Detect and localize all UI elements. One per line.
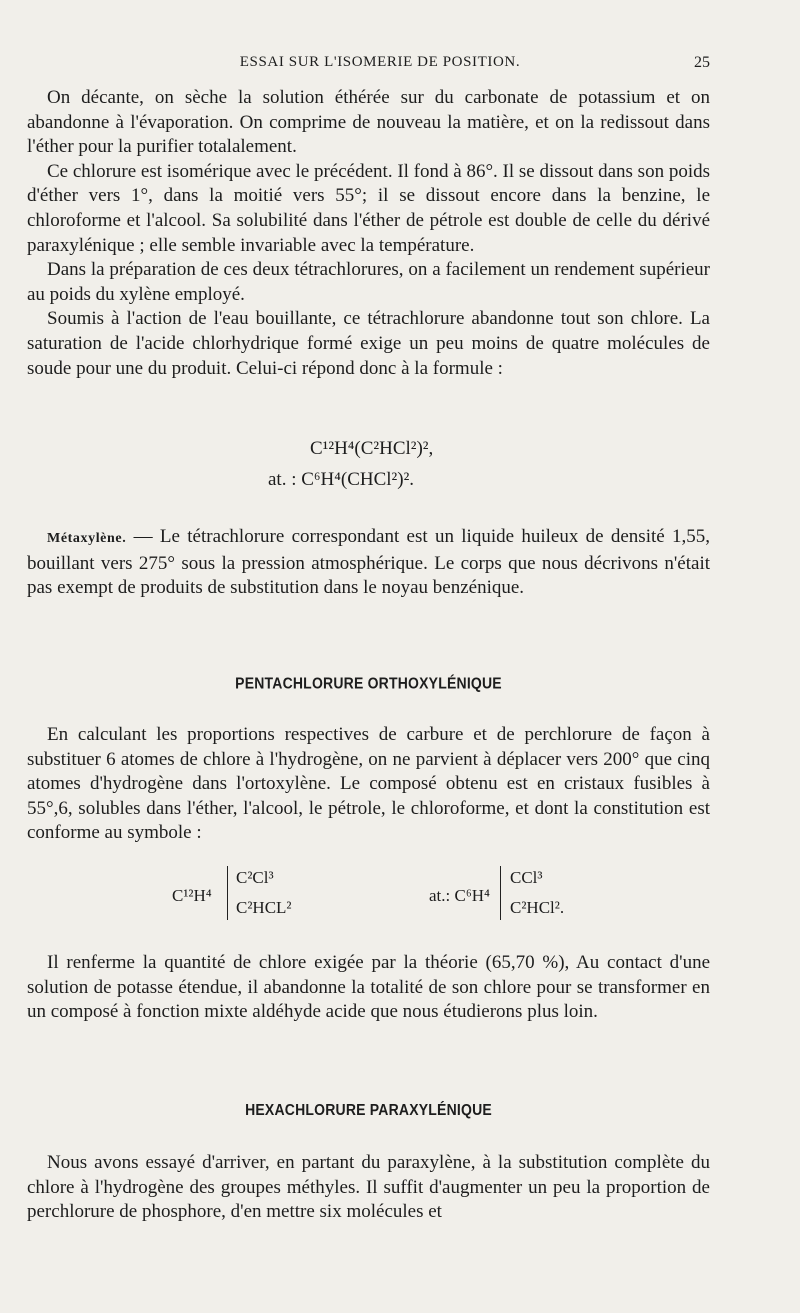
- paragraph-hexachlorure: Nous avons essayé d'arriver, en partant du paraxylène, à la substitution complète du chlore à l'hydrogène des groupes méthyles. Il suffit d'augmenter un peu la proportion de perchlorure de phosphore, d'en mettre six molécules et: [27, 1152, 710, 1223]
- paragraph-pentachlorure: En calculant les proportions respectives de carbure et de perchlorure de façon à substituer 6 atomes de chlore à l'hydrogène, on ne parvient à déplacer vers 200° que cinq atomes d'hydrogène dans l'ortoxylène. Le composé obtenu est en cristaux fusibles à 55°,6, solubles dans l'éther, l'alcool, le pétrole, le chloroforme, et dont la constitution est conforme au symbole :: [27, 724, 710, 844]
- metaxylene-label: Métaxylène.: [47, 531, 127, 546]
- paragraph-metaxylene: [27, 525, 710, 601]
- running-title: ESSAI SUR L'ISOMERIE DE POSITION.: [239, 54, 521, 70]
- paragraph-isomerique: Ce chlorure est isomérique avec le précédent. Il fond à 86°. Il se dissout dans son poids d'éther vers 1°, dans la moitié vers 55°; il se dissout encore dans la benzine, le chloroforme et l'alcool. Sa solubilité dans l'éther de pétrole est double de celle du dérivé paraxylénique ; elle semble invariable avec la température.: [27, 160, 710, 256]
- formula-pentachlorure-right-top: CCl³: [510, 868, 543, 887]
- formula-right-bracket: [500, 866, 501, 920]
- paragraph-eau-bouillante: Soumis à l'action de l'eau bouillante, ce tétrachlorure abandonne tout son chlore. La saturation de l'acide chlorhydrique formé exige un peu moins de quatre molécules de soude pour une du produit. Celui-ci répond donc à la formule :: [27, 308, 710, 379]
- formula-pentachlorure-left-bottom: C²HCL²: [236, 898, 292, 917]
- section-title-hexachlorure: HEXACHLORURE PARAXYLÉNIQUE: [245, 1099, 492, 1119]
- formula-pentachlorure-left-base: C¹²H⁴: [172, 886, 212, 905]
- formula-tetrachlorure-line1: C¹²H⁴(C²HCl²)²,: [310, 438, 434, 459]
- paragraph-chlore-theorie: Il renferme la quantité de chlore exigée par la théorie (65,70 %), Au contact d'une solution de potasse étendue, il abandonne la totalité de son chlore pour se transformer en un composé à fonction mixte aldéhyde acide que nous étudierons plus loin.: [27, 952, 710, 1023]
- metaxylene-text: — Le tétrachlorure correspondant est un liquide huileux de densité 1,55, bouillant vers 275° sous la pression atmosphérique. Le corps que nous décrivons n'était pas exempt de produits de substitution dans le noyau benzénique.: [27, 526, 710, 599]
- formula-left-bracket: [227, 866, 228, 920]
- running-header: [50, 54, 710, 78]
- formula-pentachlorure-right-bottom: C²HCl².: [510, 898, 565, 917]
- section-title-pentachlorure: PENTACHLORURE ORTHOXYLÉNIQUE: [235, 673, 502, 693]
- formula-pentachlorure-left-top: C²Cl³: [236, 868, 274, 887]
- formula-pentachlorure-right-base: at.: C⁶H⁴: [429, 886, 490, 905]
- page-number: 25: [694, 54, 710, 71]
- formula-tetrachlorure-line2: at. : C⁶H⁴(CHCl²)².: [268, 469, 415, 490]
- body-text-top: [27, 86, 710, 381]
- paragraph-preparation: Dans la préparation de ces deux tétrachlorures, on a facilement un rendement supérieur au poids du xylène employé.: [27, 259, 710, 305]
- paragraph-decante: On décante, on sèche la solution éthérée sur du carbonate de potassium et on abandonne à l'évaporation. On comprime de nouveau la matière, et on la redissout dans l'éther pour la purifier totalalement.: [27, 87, 710, 158]
